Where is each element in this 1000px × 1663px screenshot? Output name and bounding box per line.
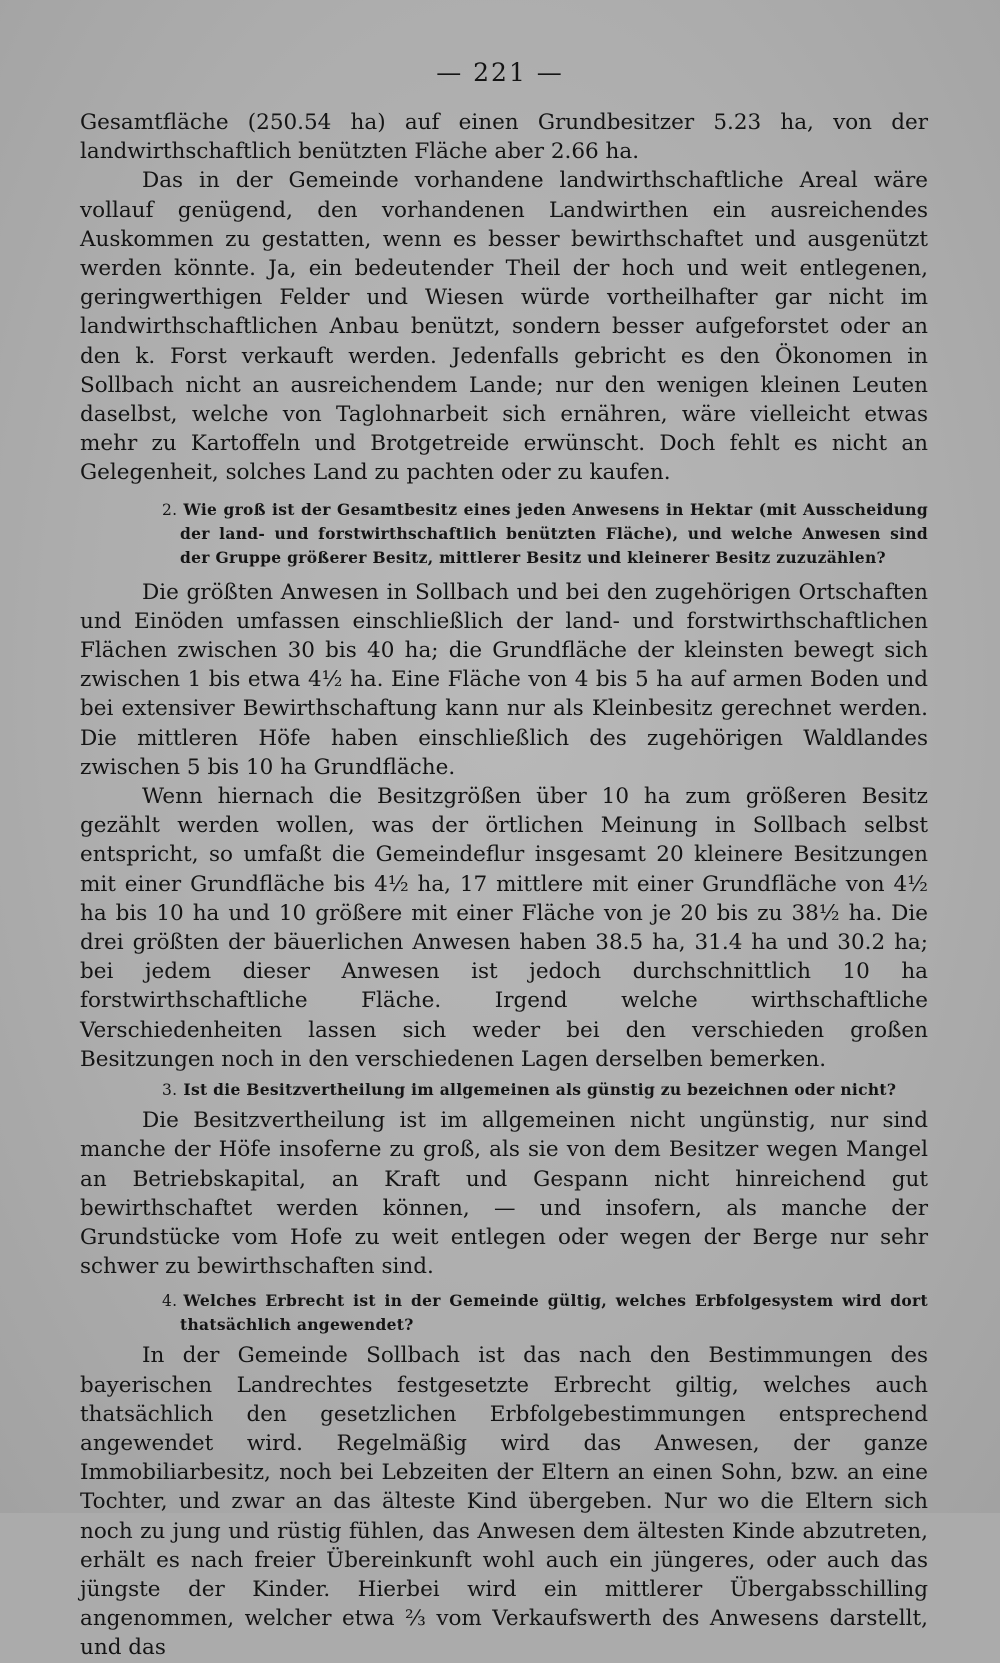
paragraph-1: Gesamtfläche (250.54 ha) auf einen Grundbesitzer 5.23 ha, von der landwirthschaftlich benützten Fläche aber 2.66 ha. bbox=[80, 110, 928, 165]
question-4 bbox=[80, 1289, 928, 1337]
question-2 bbox=[80, 498, 928, 570]
question-2-number: 2. bbox=[162, 500, 178, 519]
question-3 bbox=[80, 1078, 928, 1102]
question-4-number: 4. bbox=[162, 1292, 178, 1311]
paragraph-6: In der Gemeinde Sollbach ist das nach den Bestimmungen des bayerischen Landrechtes festgesetzte Erbrecht giltig, welches auch thatsächlich den gesetzlichen Erbfolgebestimmungen entsprechend angewendet wird. Regelmäßig wird das Anwesen, der ganze Immobiliarbesitz, noch bei Lebzeiten der Eltern an einen Sohn, bzw. an eine Tochter, und zwar an das älteste Kind übergeben. Nur wo die Eltern sich noch zu jung und rüstig fühlen, das Anwesen dem ältesten Kinde abzutreten, erhält es nach freier Übereinkunft wohl auch ein jüngeres, oder auch das jüngste der Kinder. Hierbei wird ein mittlerer Übergabsschilling angenommen, welcher etwa ⅔ vom Verkaufswerth des Anwesens darstellt, und das bbox=[80, 1343, 928, 1661]
question-4-text: Welches Erbrecht ist in der Gemeinde gültig, welches Erbfolgesystem wird dort thatsächlich angewendet? bbox=[180, 1291, 928, 1335]
question-3-text: Ist die Besitzvertheilung im allgemeinen als günstig zu bezeichnen oder nicht? bbox=[183, 1080, 897, 1100]
paragraph-5: Die Besitzvertheilung ist im allgemeinen nicht ungünstig, nur sind manche der Höfe insoferne zu groß, als sie von dem Besitzer wegen Mangel an Betriebskapital, an Kraft und Gespann nicht hinreichend gut bewirthschaftet werden können, — und insofern, als manche der Grundstücke vom Hofe zu weit entlegen oder wegen der Berge nur sehr schwer zu bewirthschaften sind. bbox=[80, 1108, 928, 1280]
question-3-number: 3. bbox=[162, 1081, 178, 1100]
page-body bbox=[80, 108, 928, 1663]
paragraph-2: Das in der Gemeinde vorhandene landwirthschaftliche Areal wäre vollauf genügend, den vorhandenen Landwirthen ein ausreichendes Auskommen zu gestatten, wenn es besser bewirthschaftet und ausgenützt werden könnte. Ja, ein bedeutender Theil der hoch und weit entlegenen, geringwerthigen Felder und Wiesen würde vortheilhafter gar nicht im landwirthschaftlichen Anbau benützt, sondern besser aufgeforstet oder an den k. Forst verkauft werden. Jedenfalls gebricht es den Ökonomen in Sollbach nicht an ausreichendem Lande; nur den wenigen kleinen Leuten daselbst, welche von Taglohnarbeit sich ernähren, wäre vielleicht etwas mehr zu Kartoffeln und Brotgetreide erwünscht. Doch fehlt es nicht an Gelegenheit, solches Land zu pachten oder zu kaufen. bbox=[80, 168, 928, 486]
page-number: — 221 — bbox=[436, 58, 564, 87]
paragraph-3: Die größten Anwesen in Sollbach und bei den zugehörigen Ortschaften und Einöden umfassen einschließlich der land- und forstwirthschaftlichen Flächen zwischen 30 bis 40 ha; die Grundfläche der kleinsten bewegt sich zwischen 1 bis etwa 4½ ha. Eine Fläche von 4 bis 5 ha auf armen Boden und bei extensiver Bewirthschaftung kann nur als Kleinbesitz gerechnet werden. Die mittleren Höfe haben einschließlich des zugehörigen Waldlandes zwischen 5 bis 10 ha Grundfläche. bbox=[80, 579, 928, 780]
question-2-text: Wie groß ist der Gesamtbesitz eines jeden Anwesens in Hektar (mit Ausscheidung der land- und forstwirthschaftlich benützten Fläche), und welche Anwesen sind der Gruppe größerer Besitz, mittlerer Besitz und kleinerer Besitz zuzuzählen? bbox=[180, 499, 928, 567]
paragraph-4: Wenn hiernach die Besitzgrößen über 10 ha zum größeren Besitz gezählt werden wollen, was der örtlichen Meinung in Sollbach selbst entspricht, so umfaßt die Gemeindeflur insgesamt 20 kleinere Besitzungen mit einer Grundfläche bis 4½ ha, 17 mittlere mit einer Grundfläche von 4½ ha bis 10 ha und 10 größere mit einer Fläche von je 20 bis zu 38½ ha. Die drei größten der bäuerlichen Anwesen haben 38.5 ha, 31.4 ha und 30.2 ha; bei jedem dieser Anwesen ist jedoch durchschnittlich 10 ha forstwirthschaftliche Fläche. Irgend welche wirthschaftliche Verschiedenheiten lassen sich weder bei den verschieden großen Besitzungen noch in den verschiedenen Lagen derselben bemerken. bbox=[80, 784, 928, 1072]
